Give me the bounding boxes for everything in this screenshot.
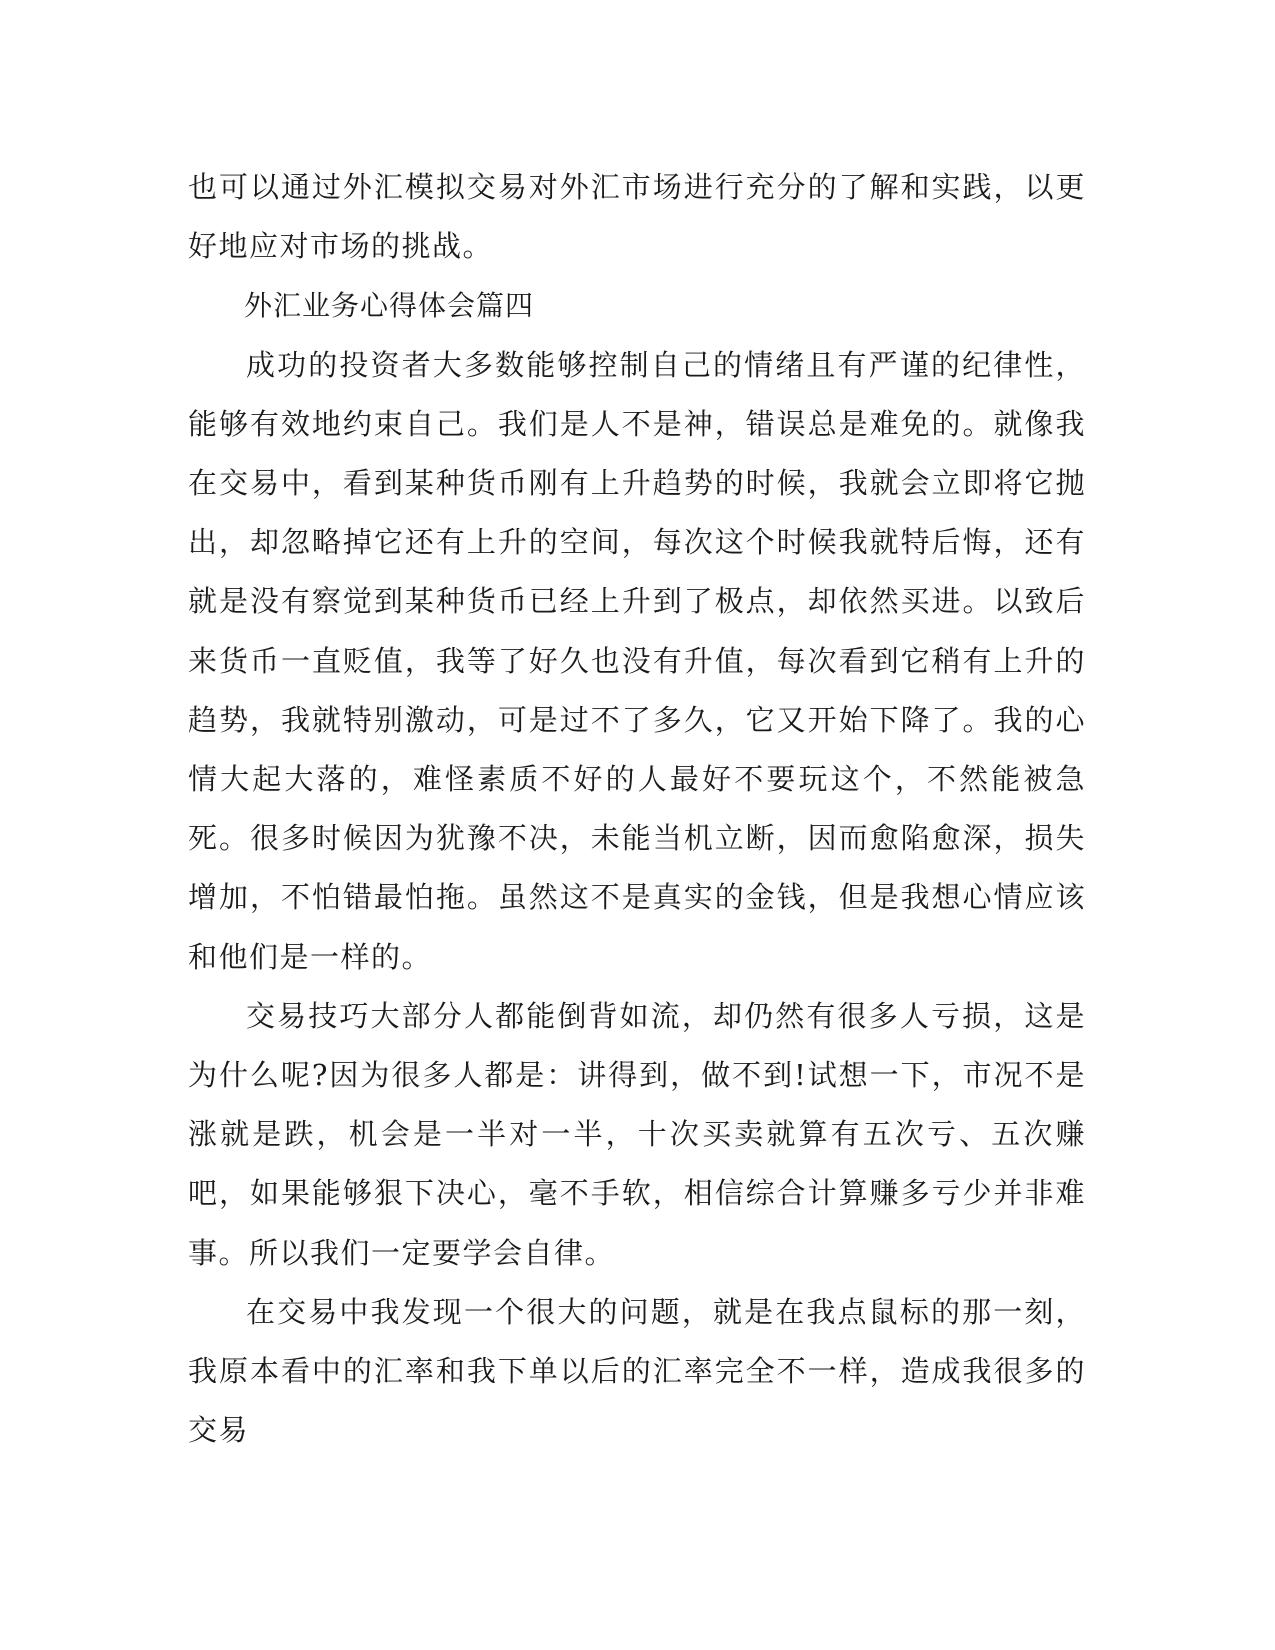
document-body: [188, 158, 1086, 1460]
section-heading: 外汇业务心得体会篇四: [244, 289, 535, 323]
body-paragraph: 成功的投资者大多数能够控制自己的情绪且有严谨的纪律性，能够有效地约束自己。我们是人不是神，错误总是难免的。就像我在交易中，看到某种货币刚有上升趋势的时候，我就会立即将它抛出，却忽略掉它还有上升的空间，每次这个时候我就特后悔，还有就是没有察觉到某种货币已经上升到了极点，却依然买进。以致后来货币一直贬值，我等了好久也没有升值，每次看到它稍有上升的趋势，我就特别激动，可是过不了多久，它又开始下降了。我的心情大起大落的，难怪素质不好的人最好不要玩这个，不然能被急死。很多时候因为犹豫不决，未能当机立断，因而愈陷愈深，损失增加，不怕错最怕拖。虽然这不是真实的金钱，但是我想心情应该和他们是一样的。: [188, 347, 1086, 974]
body-paragraph: 交易技巧大部分人都能倒背如流，却仍然有很多人亏损，这是为什么呢?因为很多人都是：讲得到，做不到!试想一下，市况不是涨就是跌，机会是一半对一半，十次买卖就算有五次亏、五次赚吧，如果能够狠下决心，毫不手软，相信综合计算赚多亏少并非难事。所以我们一定要学会自律。: [188, 998, 1086, 1270]
intro-paragraph: 也可以通过外汇模拟交易对外汇市场进行充分的了解和实践，以更好地应对市场的挑战。: [188, 170, 1086, 264]
body-paragraph: 在交易中我发现一个很大的问题，就是在我点鼠标的那一刻，我原本看中的汇率和我下单以后的汇率完全不一样，造成我很多的交易: [188, 1294, 1086, 1448]
